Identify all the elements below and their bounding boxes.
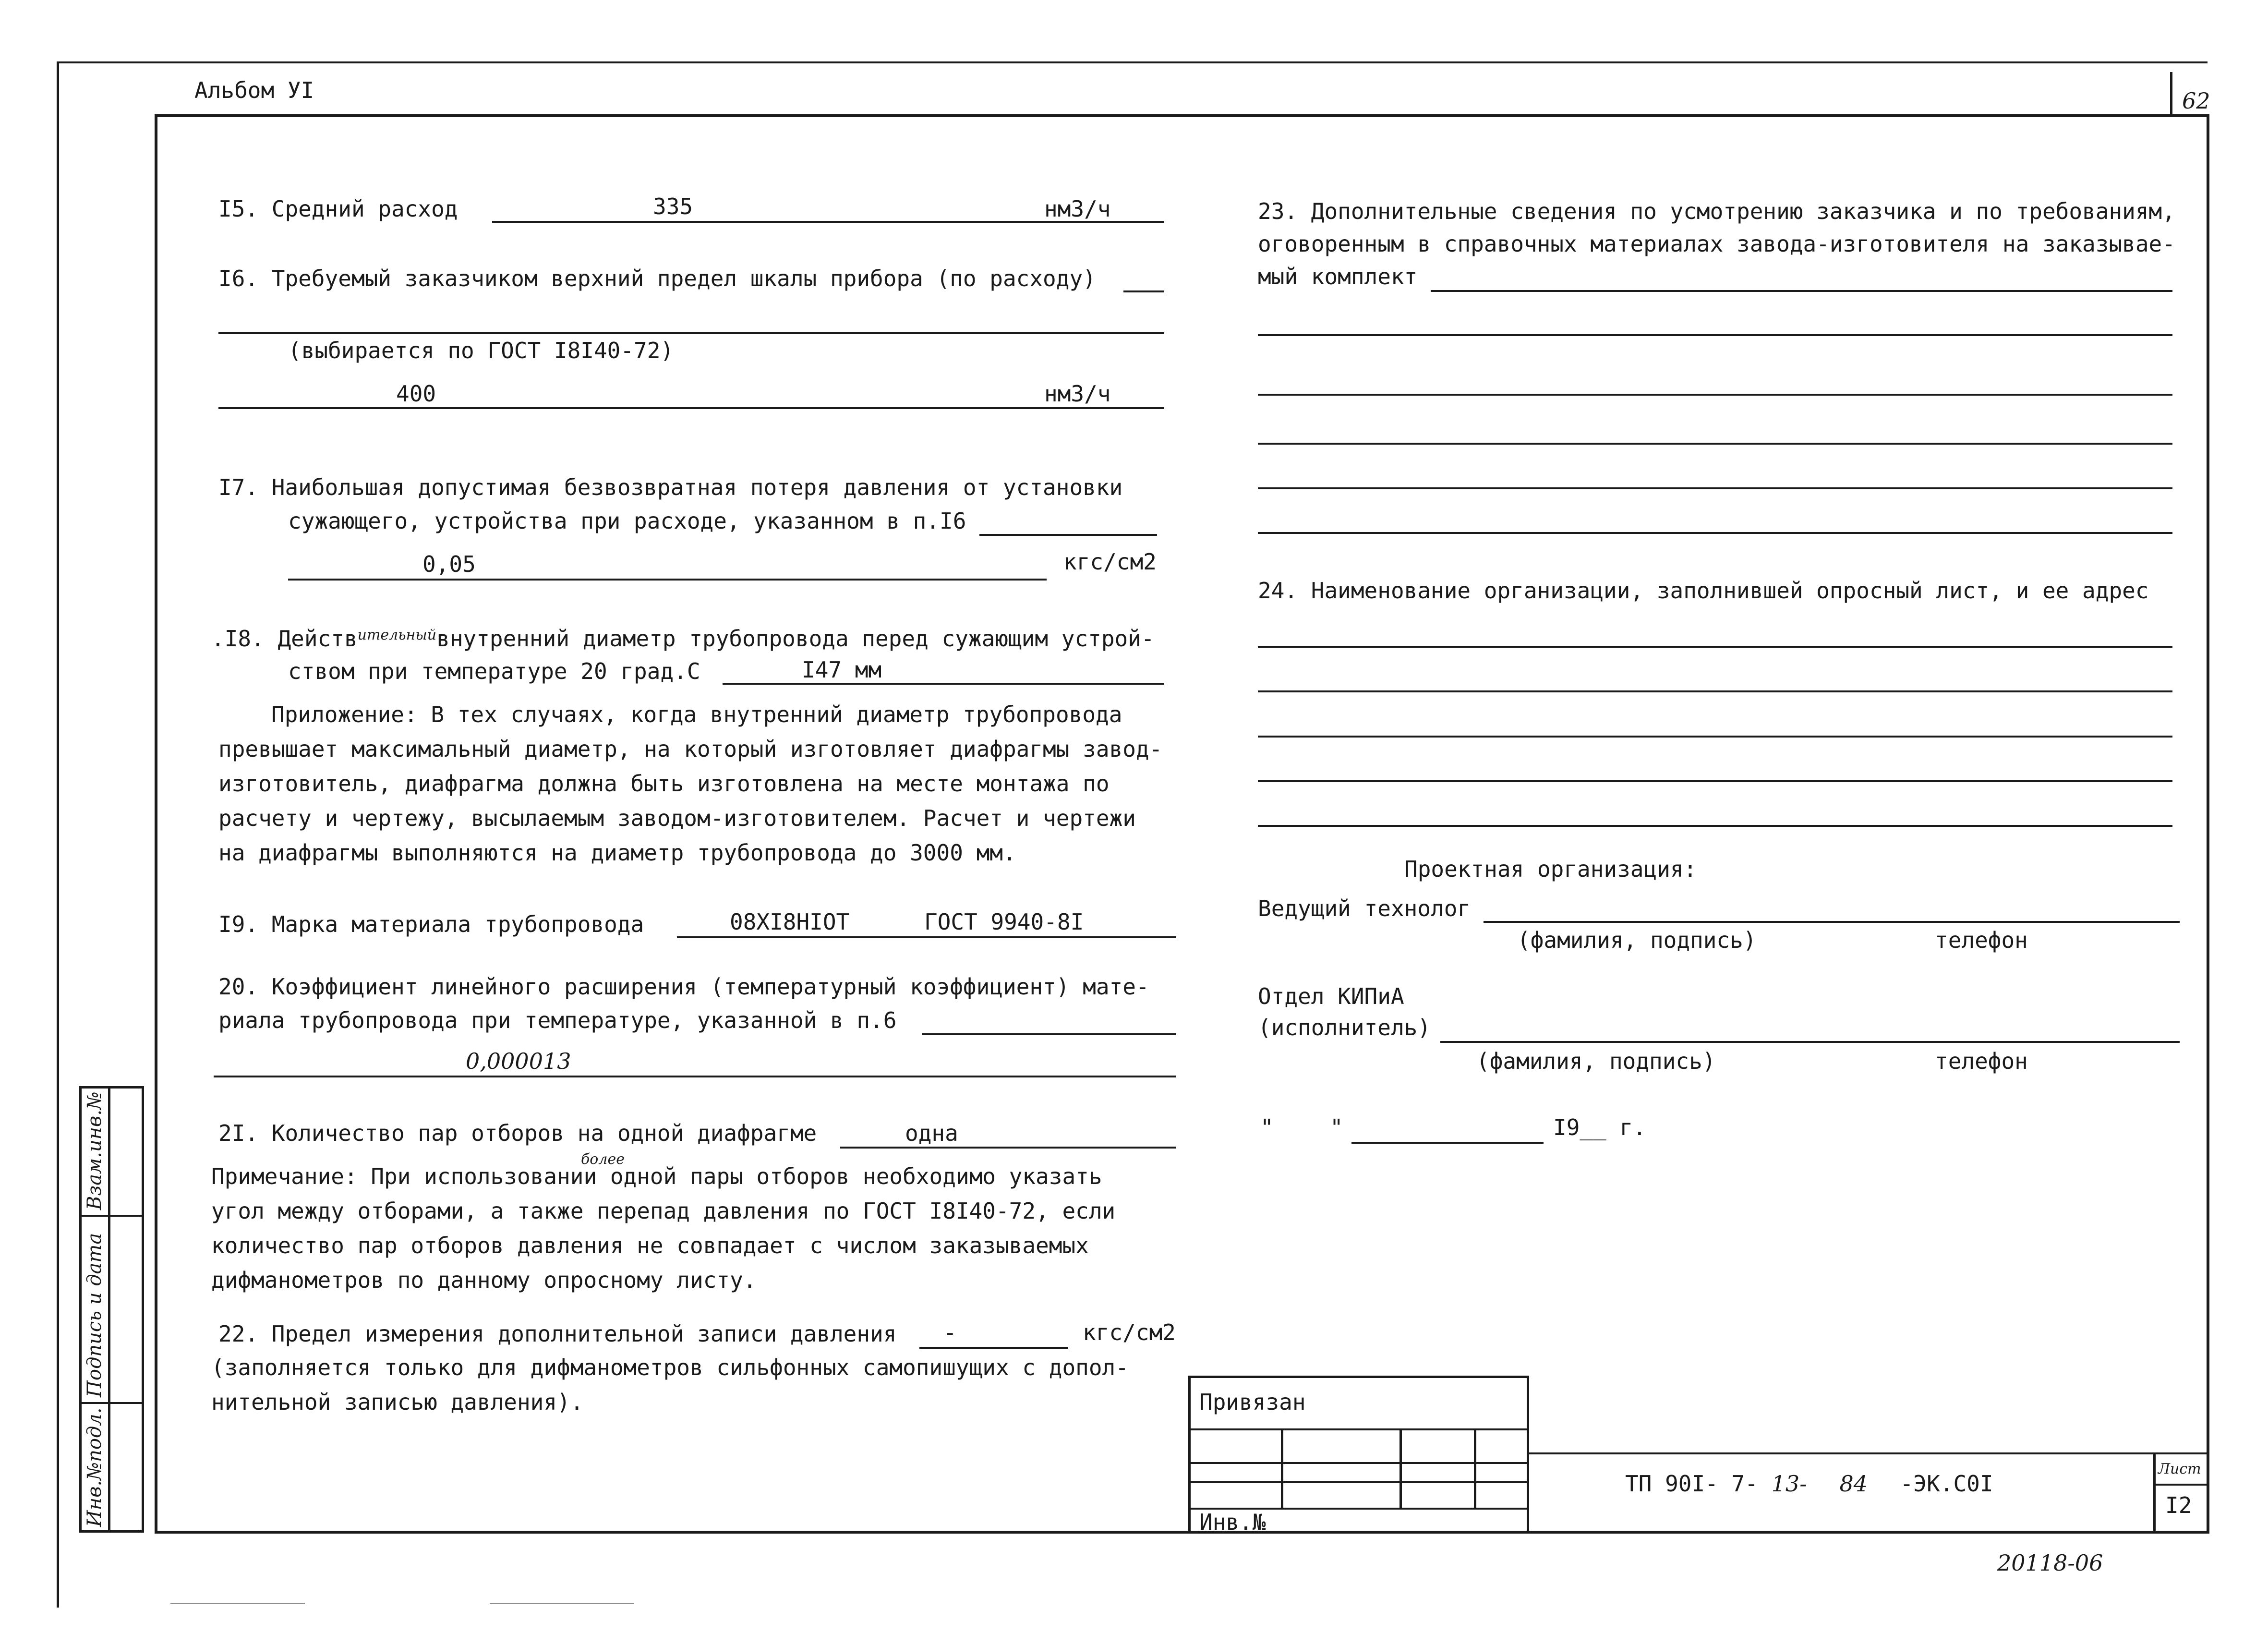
item-18-handwritten: ительный	[357, 627, 437, 643]
binding-sidebar-row-2	[79, 1402, 144, 1404]
footer-handwritten-number: 20118-06	[1997, 1550, 2103, 1576]
item-21-handwritten-note: более	[581, 1151, 625, 1168]
dept-kipia-label: Отдел КИПиА	[1258, 983, 1404, 1009]
inner-right-border	[2207, 114, 2209, 1533]
item-24-fill-line-1	[1258, 646, 2172, 648]
item-23-fill-line-2	[1258, 394, 2172, 396]
item-21-underline	[840, 1147, 1176, 1149]
item-21-note-line-1: Примечание: При использовании одной пары отборов необходимо указать	[211, 1163, 1102, 1189]
doc-code-hand-1: 13-	[1771, 1471, 1807, 1497]
inner-top-border	[155, 114, 2209, 117]
doc-code-hand-2: 84	[1839, 1471, 1868, 1497]
footer-scan-mark-1	[170, 1603, 305, 1604]
item-19-underline	[677, 936, 1176, 938]
appendix-line-2: превышает максимальный диаметр, на который изготовляет диафрагмы завод-	[218, 736, 1163, 762]
item-22-line2: (заполняется только для дифманометров сильфонных самопишущих с допол-	[211, 1355, 1129, 1380]
stamp-row-line-2	[1188, 1462, 1529, 1464]
doc-code-b: -ЭК.С0I	[1900, 1471, 1993, 1497]
item-17-trail-line	[979, 534, 1157, 536]
item-22-value: -	[943, 1319, 957, 1345]
item-16-note: (выбирается по ГОСТ I8I40-72)	[288, 338, 674, 363]
footer-scan-mark-2	[490, 1603, 634, 1604]
sidebar-label-replaced-inv: Взам.инв.№	[84, 1091, 106, 1210]
binding-sidebar-row-1	[79, 1215, 144, 1217]
item-20-underline	[214, 1076, 1176, 1077]
dept-phone-caption: телефон	[1935, 1048, 2028, 1074]
sheet-number: I2	[2165, 1492, 2192, 1518]
item-15-value: 335	[653, 194, 693, 219]
appendix-line-5: на диафрагмы выполняются на диаметр трубопровода до 3000 мм.	[218, 840, 1016, 866]
inner-bottom-border	[155, 1531, 2209, 1534]
item-23-fill-line-4	[1258, 487, 2172, 489]
item-16-underline	[218, 407, 1164, 409]
lead-sign-caption: (фамилия, подпись)	[1517, 927, 1757, 953]
binding-sidebar-divider	[108, 1086, 110, 1533]
item-23-line-2: оговоренным в справочных материалах завода-изготовителя на заказывае-	[1258, 231, 2175, 257]
item-21-note-line-4: дифманометров по данному опросному листу.	[211, 1267, 757, 1293]
outer-top-border	[57, 61, 2208, 63]
item-21-value: одна	[905, 1120, 958, 1146]
item-23-fill-line-0	[1431, 290, 2172, 292]
inv-label: Инв.№	[1199, 1509, 1266, 1535]
dept-executor-line	[1440, 1041, 2180, 1043]
doc-code	[1625, 1469, 1993, 1498]
item-18-line1-b: внутренний диаметр трубопровода перед сужающим устрой-	[436, 626, 1155, 652]
item-24-fill-line-5	[1258, 825, 2172, 827]
item-17-line2: сужающего, устройства при расходе, указанном в п.I6	[288, 508, 966, 534]
item-22-underline	[919, 1347, 1068, 1349]
item-16-trail-line	[1123, 290, 1164, 292]
date-blank-line	[1351, 1142, 1544, 1144]
doc-code-a: ТП 90I- 7-	[1625, 1471, 1758, 1497]
item-20-trail-line	[922, 1033, 1176, 1035]
item-15-underline	[492, 221, 1164, 223]
item-16-value: 400	[396, 381, 436, 407]
stamp-row-line-1	[1188, 1428, 1529, 1430]
page-corner-number: 62	[2182, 88, 2210, 114]
item-22-unit: кгс/см2	[1083, 1319, 1176, 1345]
stamp-col-line-3	[1474, 1428, 1476, 1508]
inner-left-border	[155, 114, 157, 1533]
item-23-line-3: мый комплект	[1258, 264, 1418, 290]
privyazan-label: Привязан	[1199, 1389, 1306, 1415]
lead-technologist-label: Ведущий технолог	[1258, 895, 1471, 921]
lead-technologist-line	[1484, 921, 2180, 923]
item-21-note-line-2: угол между отборами, а также перепад давления по ГОСТ I8I40-72, если	[211, 1198, 1116, 1224]
date-quote-open: "	[1260, 1114, 1274, 1140]
project-org-title: Проектная организация:	[1404, 856, 1697, 882]
item-18-line2: ством при температуре 20 град.С	[288, 658, 700, 684]
sidebar-label-signature-date: Подпись и дата	[84, 1233, 106, 1397]
item-19-label: I9. Марка материала трубопровода	[218, 911, 644, 937]
sidebar-label-original-inv: Инв.№подл.	[84, 1407, 106, 1527]
item-21-label: 2I. Количество пар отборов на одной диафрагме	[218, 1120, 817, 1146]
dept-executor-label: (исполнитель)	[1258, 1015, 1431, 1040]
appendix-line-4: расчету и чертежу, высылаемым заводом-изготовителем. Расчет и чертежи	[218, 805, 1136, 831]
item-22-line3: нительной записью давления).	[211, 1389, 584, 1415]
item-17-line1: I7. Наибольшая допустимая безвозвратная потеря давления от установки	[218, 474, 1123, 500]
item-18-line1	[211, 624, 1155, 656]
item-15-unit: нм3/ч	[1044, 196, 1111, 222]
item-20-value: 0,000013	[466, 1048, 571, 1074]
item-24-fill-line-4	[1258, 780, 2172, 782]
item-16-blank-line	[218, 332, 1164, 334]
item-17-unit: кгс/см2	[1063, 549, 1157, 575]
item-24-label: 24. Наименование организации, заполнившей опросный лист, и ее адрес	[1258, 578, 2149, 604]
dept-sign-caption: (фамилия, подпись)	[1476, 1048, 1716, 1074]
item-19-material: 08XI8HIOT	[730, 909, 850, 935]
stamp-row-line-3	[1188, 1481, 1529, 1483]
appendix-line-3: изготовитель, диафрагма должна быть изготовлена на месте монтажа по	[218, 771, 1110, 797]
outer-left-border	[57, 61, 59, 1608]
stamp-col-line-1	[1281, 1428, 1283, 1508]
item-23-line-1: 23. Дополнительные сведения по усмотрению заказчика и по требованиям,	[1258, 198, 2175, 224]
item-16-label: I6. Требуемый заказчиком верхний предел шкалы прибора (по расходу)	[218, 266, 1096, 291]
item-22-line1: 22. Предел измерения дополнительной записи давления	[218, 1321, 897, 1347]
lead-phone-caption: телефон	[1935, 927, 2028, 953]
stamp-col-line-2	[1399, 1428, 1402, 1508]
item-16-unit: нм3/ч	[1044, 381, 1111, 407]
item-23-fill-line-1	[1258, 334, 2172, 336]
title-block-top	[1529, 1452, 2208, 1454]
item-18-line1-a: .I8. Действ	[211, 626, 358, 652]
item-17-underline	[288, 579, 1047, 581]
item-23-fill-line-5	[1258, 532, 2172, 534]
item-15-label: I5. Средний расход	[218, 196, 458, 222]
item-21-note-line-3: количество пар отборов давления не совпадает с числом заказываемых	[211, 1233, 1089, 1258]
date-year: I9__ г.	[1553, 1114, 1646, 1140]
appendix-line-1: Приложение: В тех случаях, когда внутренний диаметр трубопровода	[271, 702, 1122, 727]
item-18-underline	[723, 683, 1164, 685]
item-20-line2: риала трубопровода при температуре, указанной в п.6	[218, 1007, 897, 1033]
sheet-cell-divider	[2153, 1452, 2156, 1532]
item-20-line1: 20. Коэффициент линейного расширения (температурный коэффициент) мате-	[218, 974, 1149, 1000]
item-24-fill-line-2	[1258, 690, 2172, 692]
sheet-label: Лист	[2158, 1461, 2201, 1477]
item-19-gost: ГОСТ 9940-8I	[924, 909, 1084, 935]
corner-page-divider	[2170, 72, 2172, 115]
item-18-value: I47 мм	[802, 657, 882, 683]
item-24-fill-line-3	[1258, 736, 2172, 738]
album-label: Альбом УI	[194, 77, 314, 103]
date-quote-close: "	[1330, 1114, 1343, 1140]
sheet-cell-midline	[2153, 1484, 2208, 1486]
item-23-fill-line-3	[1258, 443, 2172, 445]
item-17-value: 0,05	[422, 551, 476, 577]
